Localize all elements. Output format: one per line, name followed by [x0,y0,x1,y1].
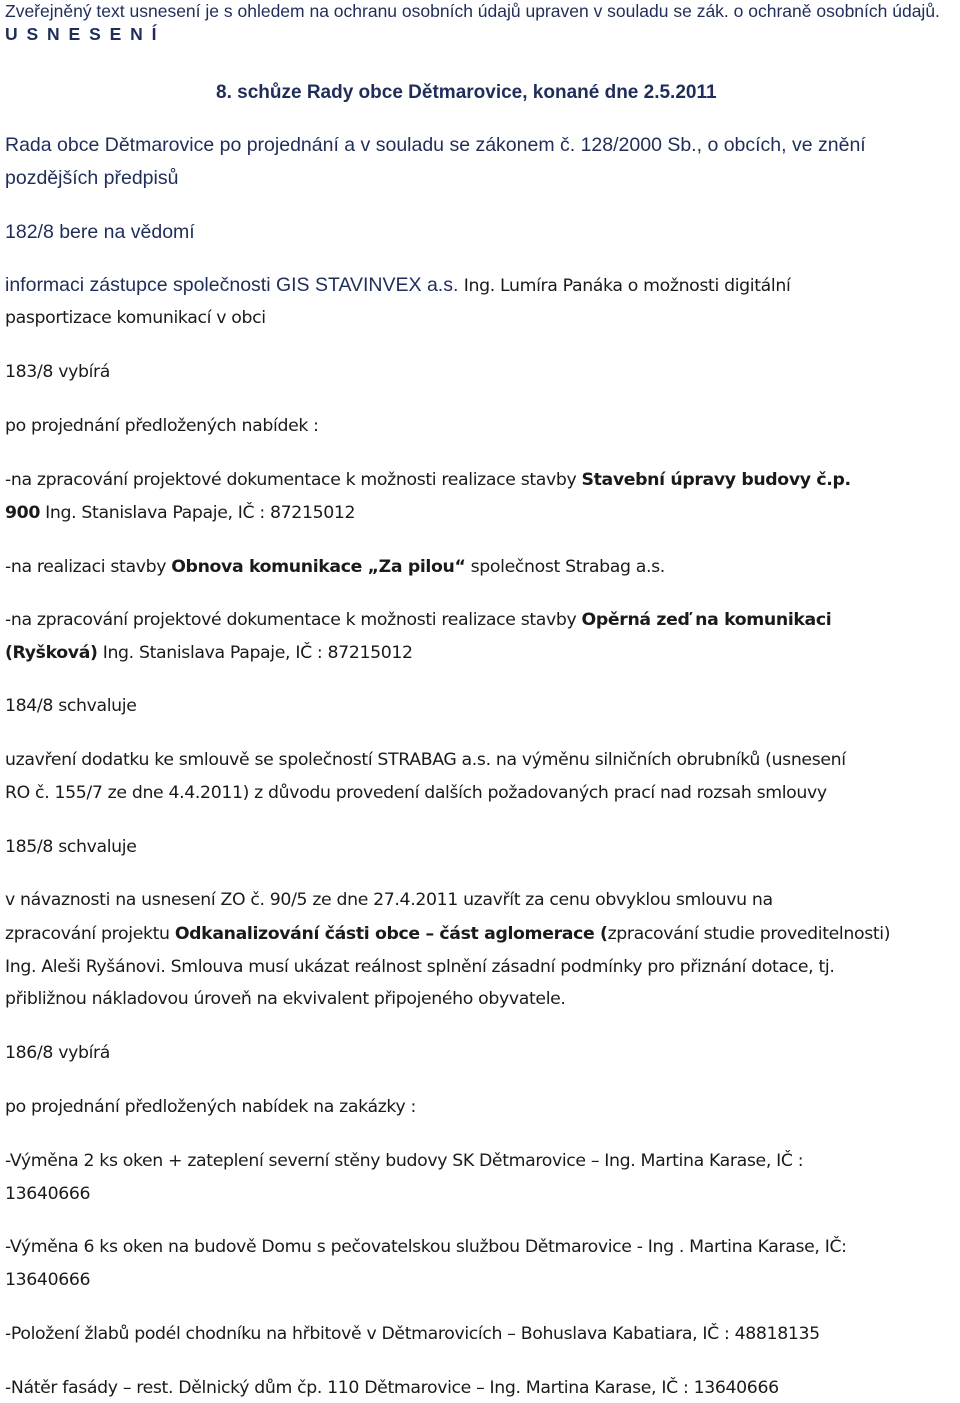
resolution-185-line-2 [5,921,890,947]
resolution-183-item-1-text: -na zpracování projektové dokumentace k možnosti realizace stavby [5,470,582,490]
resolution-183-item-3-line-1 [5,607,831,633]
resolution-183-item-2-contractor: společnost Strabag a.s. [465,557,665,577]
resolution-183-item-1-project: Stavební úpravy budovy č.p. [581,470,851,490]
resolution-184-line-1: uzavření dodatku ke smlouvě se společností STRABAG a.s. na výměnu silničních obrubníků (usnesení [5,750,846,770]
meeting-heading: 8. schůze Rady obce Dětmarovice, konané dne 2.5.2011 [216,82,717,103]
intro-line-2: pozdějších předpisů [5,167,179,189]
resolution-185-line-4: přibližnou nákladovou úroveň na ekvivalent připojeného obyvatele. [5,989,566,1009]
resolution-185-line-3: Ing. Aleši Ryšánovi. Smlouva musí ukázat reálnost splnění zásadní podmínky pro přiznání dotace, tj. [5,957,835,977]
resolution-182-line-2: pasportizace komunikací v obci [5,308,266,328]
resolution-183-item-3-line-2 [5,640,413,666]
resolution-183-item-3-project: Opěrná zeď na komunikaci [581,610,832,630]
document-title: U S N E S E N Í [5,24,159,44]
resolution-182-text-a: informaci zástupce společnosti GIS STAVINVEX a.s. [5,274,459,296]
resolution-183-item-2-text: -na realizaci stavby [5,557,172,577]
resolution-184-heading: 184/8 schvaluje [5,696,137,716]
resolution-185-project: Odkanalizování části obce – část aglomerace ( [174,924,608,944]
resolution-186-subheading: po projednání předložených nabídek na zakázky : [5,1097,416,1117]
resolution-183-item-3-contractor: Ing. Stanislava Papaje, IČ : 87215012 [97,643,413,663]
intro-line-1: Rada obce Dětmarovice po projednání a v souladu se zákonem č. 128/2000 Sb., o obcích, ve znění [5,134,866,156]
privacy-notice: Zveřejněný text usnesení je s ohledem na ochranu osobních údajů upraven v souladu se zák. o ochraně osobních údajů. [5,1,940,21]
resolution-185-heading: 185/8 schvaluje [5,837,137,857]
resolution-182-heading: 182/8 bere na vědomí [5,221,195,243]
resolution-186-heading: 186/8 vybírá [5,1043,111,1063]
resolution-185-text-c: zpracování studie proveditelnosti) [607,924,891,944]
resolution-186-item-1-line-1: -Výměna 2 ks oken + zateplení severní stěny budovy SK Dětmarovice – Ing. Martina Karase, IČ : [5,1151,804,1171]
resolution-186-item-4: -Nátěr fasády – rest. Dělnický dům čp. 110 Dětmarovice – Ing. Martina Karase, IČ : 13640666 [5,1378,779,1398]
resolution-185-text-a: zpracování projektu [5,924,175,944]
resolution-183-item-3-location: (Ryšková) [5,643,98,663]
resolution-183-subheading: po projednání předložených nabídek : [5,416,319,436]
resolution-183-item-1-contractor: Ing. Stanislava Papaje, IČ : 87215012 [40,503,356,523]
resolution-186-item-2-line-2: 13640666 [5,1270,91,1290]
resolution-182-text-b: Ing. Lumíra Panáka o možnosti digitální [463,276,791,296]
resolution-182-line-1 [5,272,790,299]
resolution-183-item-1-line-1 [5,467,851,493]
resolution-186-item-2-line-1: -Výměna 6 ks oken na budově Domu s pečovatelskou službou Dětmarovice - Ing . Martina Karase, IČ: [5,1237,847,1257]
resolution-183-item-1-number: 900 [5,503,41,523]
resolution-183-heading: 183/8 vybírá [5,362,111,382]
resolution-183-item-2 [5,554,665,580]
resolution-186-item-3: -Položení žlabů podél chodníku na hřbitově v Dětmarovicích – Bohuslava Kabatiara, IČ : 48818135 [5,1324,820,1344]
resolution-183-item-1-line-2 [5,500,355,526]
resolution-186-item-1-line-2: 13640666 [5,1184,91,1204]
resolution-184-line-2: RO č. 155/7 ze dne 4.4.2011) z důvodu provedení dalších požadovaných prací nad rozsah smlouvy [5,783,827,803]
resolution-185-line-1: v návaznosti na usnesení ZO č. 90/5 ze dne 27.4.2011 uzavřít za cenu obvyklou smlouvu na [5,890,773,910]
resolution-183-item-3-text: -na zpracování projektové dokumentace k možnosti realizace stavby [5,610,582,630]
resolution-183-item-2-project: Obnova komunikace „Za pilou“ [171,557,466,577]
